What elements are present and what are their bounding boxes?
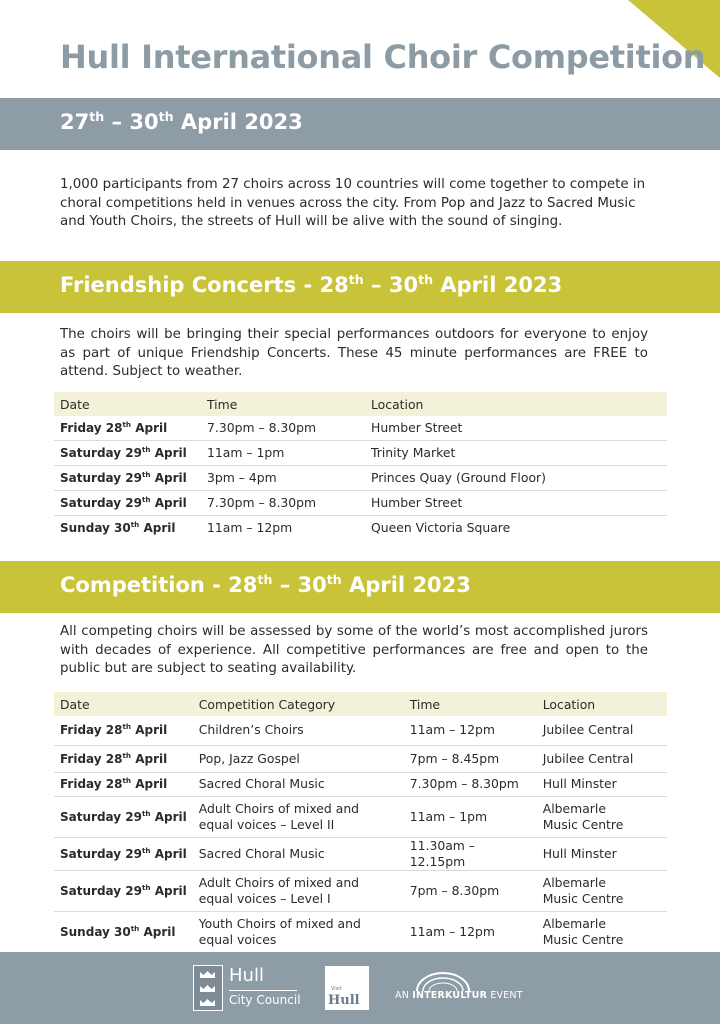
col-header-location: Location	[537, 692, 667, 716]
row-date: Friday 28th April	[54, 416, 201, 441]
row-date: Friday 28th April	[54, 716, 193, 745]
table-row	[54, 441, 667, 466]
row-location: Hull Minster	[537, 772, 667, 796]
table-row	[54, 745, 667, 772]
row-date: Sunday 30th April	[60, 923, 176, 939]
col-header-location: Location	[365, 392, 667, 416]
col-header-time: Time	[201, 392, 365, 416]
table-row	[54, 516, 667, 541]
row-category: Children’s Choirs	[193, 716, 404, 745]
row-date: Saturday 29th April	[54, 796, 193, 837]
friendship-table	[54, 392, 667, 540]
competition-description: All competing choirs will be assessed by some of the world’s most accomplished jurors with decades of experience. All competitive performances are free and open to the public but are subject to seating availability.	[60, 624, 648, 676]
table-row	[54, 491, 667, 516]
row-location: Trinity Market	[365, 441, 667, 466]
page-title: Hull International Choir Competition	[60, 38, 706, 76]
row-location: Queen Victoria Square	[371, 520, 511, 535]
table-row	[54, 716, 667, 745]
intro-paragraph: 1,000 participants from 27 choirs across 10 countries will come together to compete in choral competitions held in venues across the city. From Pop and Jazz to Sacred Music and Youth Choirs, the streets of Hull will be alive with the sound of singing.	[60, 177, 646, 229]
row-time: 7pm – 8.45pm	[404, 745, 537, 772]
competition-heading: Competition - 28th – 30th April 2023	[60, 572, 471, 597]
arc-icon	[413, 972, 473, 992]
visit-logo-small: Visit	[331, 986, 342, 992]
row-location: Albemarle Music Centre	[537, 870, 667, 911]
row-date: Saturday 29th April	[54, 837, 193, 870]
row-location: Humber Street	[365, 491, 667, 516]
visit-hull-logo	[325, 966, 369, 1010]
row-date: Sunday 30th April	[60, 520, 176, 535]
logo-divider	[229, 990, 297, 991]
row-date: Saturday 29th April	[54, 491, 201, 516]
row-time: 11am – 12pm	[207, 520, 293, 535]
col-header-date: Date	[54, 392, 201, 416]
row-date: Saturday 29th April	[54, 441, 201, 466]
row-category: Sacred Choral Music	[193, 837, 404, 870]
row-time: 7.30pm – 8.30pm	[404, 772, 537, 796]
interkultur-logo-text: AN INTERKULTUR EVENT	[395, 990, 523, 1001]
friendship-banner	[0, 261, 720, 313]
table-row	[54, 911, 667, 952]
row-category: Adult Choirs of mixed and equal voices – Level II	[193, 796, 404, 837]
row-location: Albemarle Music Centre	[537, 796, 667, 837]
row-category: Pop, Jazz Gospel	[193, 745, 404, 772]
table-row	[54, 772, 667, 796]
row-category: Adult Choirs of mixed and equal voices – Level I	[193, 870, 404, 911]
table-header-row	[54, 392, 667, 416]
row-location: Humber Street	[365, 416, 667, 441]
row-date: Friday 28th April	[54, 745, 193, 772]
row-date: Saturday 29th April	[54, 870, 193, 911]
row-time: 7pm – 8.30pm	[404, 870, 537, 911]
row-category: Youth Choirs of mixed and equal voices	[198, 915, 361, 947]
row-time: 11am – 12pm	[409, 923, 495, 939]
table-row	[54, 870, 667, 911]
row-time: 7.30pm – 8.30pm	[201, 491, 365, 516]
row-time: 3pm – 4pm	[201, 466, 365, 491]
row-location: Jubilee Central	[537, 716, 667, 745]
friendship-heading: Friendship Concerts - 28th – 30th April 2023	[60, 272, 563, 297]
table-header-row	[54, 692, 667, 716]
table-row	[54, 837, 667, 870]
row-time: 11am – 1pm	[201, 441, 365, 466]
row-time: 7.30pm – 8.30pm	[201, 416, 365, 441]
row-category: Sacred Choral Music	[193, 772, 404, 796]
row-location: Jubilee Central	[537, 745, 667, 772]
dates-heading: 27th – 30th April 2023	[60, 109, 303, 134]
table-row	[54, 796, 667, 837]
table-row	[54, 416, 667, 441]
row-time: 11am – 1pm	[404, 796, 537, 837]
visit-logo-big: Hull	[328, 993, 360, 1008]
competition-banner	[0, 561, 720, 613]
council-logo-name: Hull	[229, 965, 264, 986]
footer	[0, 952, 720, 1024]
hull-city-council-logo	[193, 965, 303, 1011]
col-header-date: Date	[54, 692, 193, 716]
friendship-description: The choirs will be bringing their special performances outdoors for everyone to enjoy as part of unique Friendship Concerts. These 45 minute performances are FREE to attend. Subject to weather.	[60, 327, 648, 379]
row-location: Princes Quay (Ground Floor)	[365, 466, 667, 491]
council-logo-subtitle: City Council	[229, 993, 301, 1007]
three-crowns-icon	[193, 965, 223, 1011]
row-date: Friday 28th April	[54, 772, 193, 796]
dates-banner	[0, 98, 720, 150]
col-header-category: Competition Category	[193, 692, 404, 716]
col-header-time: Time	[404, 692, 537, 716]
row-time: 11am – 12pm	[404, 716, 537, 745]
table-row	[54, 466, 667, 491]
competition-table	[54, 692, 667, 952]
row-date: Saturday 29th April	[54, 466, 201, 491]
interkultur-logo	[395, 972, 530, 1006]
row-time: 11.30am – 12.15pm	[404, 837, 537, 870]
row-location: Hull Minster	[537, 837, 667, 870]
row-location: Albemarle Music Centre	[542, 915, 624, 947]
